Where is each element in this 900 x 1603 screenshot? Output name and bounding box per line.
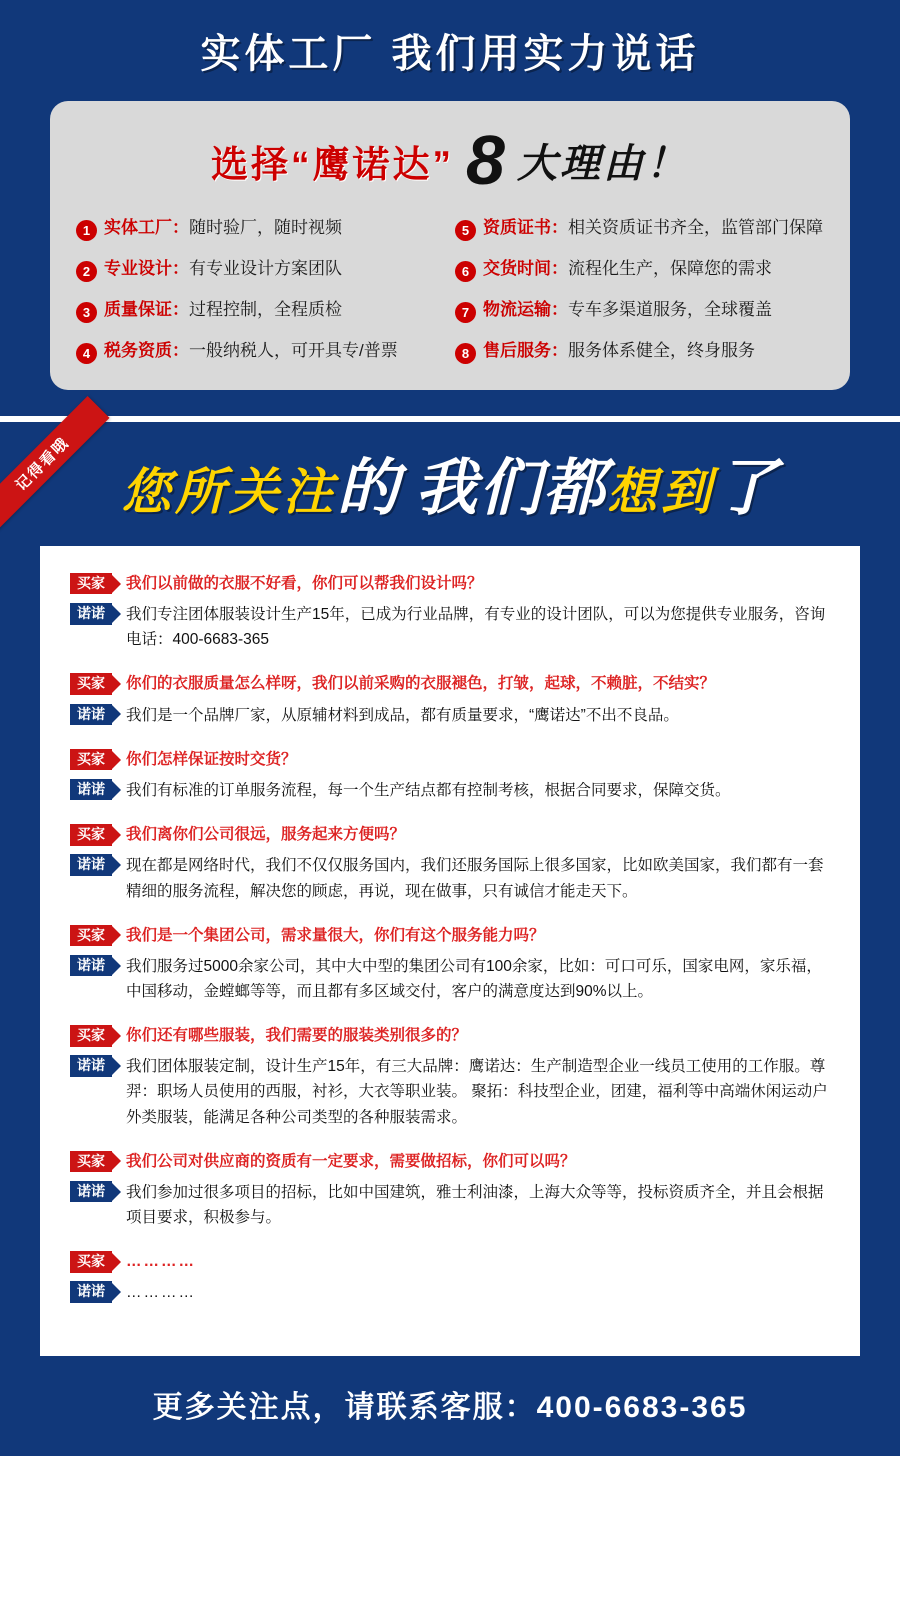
faq-section	[0, 416, 900, 1456]
question-text: 你们怎样保证按时交货？	[126, 750, 297, 768]
question-row	[70, 748, 830, 771]
reason-number-badge: 2	[76, 261, 97, 282]
reason-title: 质量保证	[104, 300, 172, 319]
answer-row	[70, 1280, 830, 1305]
reason-item	[455, 259, 824, 282]
reason-number-badge: 6	[455, 261, 476, 282]
heading-red-text: 选择“鹰诺达”	[211, 143, 455, 185]
buyer-tag: 买家	[70, 1151, 112, 1172]
reason-number-badge: 7	[455, 302, 476, 323]
question-text: 你们还有哪些服装，我们需要的服装类别很多的？	[126, 1027, 468, 1045]
question-row	[70, 1024, 830, 1047]
answer-text: 我们参加过很多项目的招标，比如中国建筑，雅士利油漆，上海大众等等，投标资质齐全，并且会根据项目要求，积极参与。	[126, 1183, 824, 1227]
reason-text: 相关资质证书齐全，监管部门保障	[568, 218, 823, 237]
reason-text: 服务体系健全，终身服务	[568, 341, 755, 360]
answer-tag: 诺诺	[70, 1281, 112, 1302]
buyer-tag: 买家	[70, 673, 112, 694]
reason-item	[76, 259, 445, 282]
answer-tag: 诺诺	[70, 779, 112, 800]
faq-title-part5: 了	[715, 454, 780, 523]
heading-number: 8	[466, 121, 505, 199]
answer-row	[70, 1054, 830, 1129]
question-row	[70, 924, 830, 947]
reason-number-badge: 5	[455, 220, 476, 241]
answer-tag: 诺诺	[70, 955, 112, 976]
reason-number-badge: 3	[76, 302, 97, 323]
answer-text: 我们是一个品牌厂家，从原辅材料到成品，都有质量要求，“鹰诺达”不出不良品。	[126, 706, 679, 724]
question-text: 我们以前做的衣服不好看，你们可以帮我们设计吗？	[126, 575, 483, 592]
reason-title: 专业设计	[104, 259, 172, 278]
heading-black-text: 大理由！	[516, 142, 689, 186]
reason-text: 随时验厂，随时视频	[189, 218, 342, 237]
reason-separator: ：	[172, 341, 189, 360]
faq-title-part3: 我们都	[414, 454, 607, 523]
buyer-tag: 买家	[70, 749, 112, 770]
qa-block	[70, 748, 830, 803]
answer-row	[70, 1180, 830, 1230]
reason-item	[76, 218, 445, 241]
buyer-tag: 买家	[70, 824, 112, 845]
reason-separator: ：	[172, 259, 189, 278]
qa-block	[70, 672, 830, 727]
question-row	[70, 672, 830, 695]
reason-separator: ：	[551, 341, 568, 360]
answer-row	[70, 853, 830, 903]
reason-separator: ：	[551, 218, 568, 237]
answer-text: 我们专注团体服装设计生产15年，已成为行业品牌，有专业的设计团队，可以为您提供专业服务，咨询电话：400-6683-365	[126, 606, 826, 649]
reason-title: 实体工厂	[104, 218, 172, 237]
reason-separator: ：	[172, 218, 189, 237]
reason-number-badge: 4	[76, 343, 97, 364]
question-text: 你们的衣服质量怎么样呀，我们以前采购的衣服褪色，打皱，起球，不赖脏，不结实？	[126, 675, 716, 693]
answer-row	[70, 778, 830, 803]
footer-contact-bar	[0, 1356, 900, 1456]
reason-text: 有专业设计方案团队	[189, 259, 342, 278]
reason-item	[455, 341, 824, 364]
question-row	[70, 572, 830, 595]
answer-text: 现在都是网络时代，我们不仅仅服务国内，我们还服务国际上很多国家，比如欧美国家，我们都有一套精细的服务流程，解决您的顾虑，再说，现在做事，只有诚信才能走天下。	[126, 857, 824, 900]
qa-block	[70, 1250, 830, 1305]
question-text: …………	[126, 1253, 196, 1271]
question-text: 我们离你们公司很远，服务起来方便吗？	[126, 826, 406, 844]
reason-separator: ：	[551, 300, 568, 319]
reasons-grid	[76, 218, 824, 364]
faq-title-part4: 想到	[607, 464, 715, 520]
qa-block	[70, 572, 830, 652]
answer-tag: 诺诺	[70, 704, 112, 725]
reason-item	[76, 300, 445, 323]
answer-tag: 诺诺	[70, 854, 112, 875]
answer-text: 我们服务过5000余家公司，其中大中型的集团公司有100余家，比如：可口可乐，国家电网，家乐福，中国移动，金螳螂等等，而且都有多区域交付，客户的满意度达到90%以上。	[126, 957, 822, 1001]
reasons-section	[0, 0, 900, 416]
reason-title: 资质证书	[483, 218, 551, 237]
faq-title	[0, 422, 900, 546]
qa-block	[70, 1150, 830, 1230]
answer-text: 我们有标准的订单服务流程，每一个生产结点都有控制考核，根据合同要求，保障交货。	[126, 782, 731, 800]
faq-title-part2: 的	[336, 454, 401, 523]
footer-contact-text: 更多关注点，请联系客服：400-6683-365	[152, 1390, 748, 1424]
buyer-tag: 买家	[70, 925, 112, 946]
buyer-tag: 买家	[70, 573, 112, 594]
answer-tag: 诺诺	[70, 1181, 112, 1202]
reason-number-badge: 1	[76, 220, 97, 241]
answer-row	[70, 954, 830, 1004]
qa-block	[70, 924, 830, 1004]
reason-separator: ：	[551, 259, 568, 278]
question-row	[70, 1250, 830, 1273]
faq-title-part1: 您所关注	[120, 464, 337, 520]
reason-text: 专车多渠道服务，全球覆盖	[568, 300, 772, 319]
reason-text: 流程化生产，保障您的需求	[568, 259, 772, 278]
reason-text: 一般纳税人，可开具专/普票	[189, 341, 398, 360]
reason-title: 税务资质	[104, 341, 172, 360]
faq-card	[40, 546, 860, 1356]
corner-ribbon: 记得看哦	[0, 396, 110, 531]
reason-text: 过程控制，全程质检	[189, 300, 342, 319]
reason-title: 售后服务	[483, 341, 551, 360]
reason-separator: ：	[172, 300, 189, 319]
buyer-tag: 买家	[70, 1025, 112, 1046]
answer-text: …………	[126, 1284, 196, 1302]
reason-item	[455, 218, 824, 241]
answer-tag: 诺诺	[70, 1055, 112, 1076]
answer-row	[70, 703, 830, 728]
answer-tag: 诺诺	[70, 603, 112, 624]
answer-row	[70, 602, 830, 652]
reason-item	[455, 300, 824, 323]
reasons-heading	[76, 121, 824, 199]
question-row	[70, 1150, 830, 1173]
question-row	[70, 823, 830, 846]
qa-block	[70, 823, 830, 903]
question-text: 我们公司对供应商的资质有一定要求，需要做招标，你们可以吗？	[126, 1152, 576, 1170]
question-text: 我们是一个集团公司，需求量很大，你们有这个服务能力吗？	[126, 926, 545, 944]
reason-item	[76, 341, 445, 364]
banner-title: 实体工厂 我们用实力说话	[200, 32, 700, 76]
reason-title: 物流运输	[483, 300, 551, 319]
qa-block	[70, 1024, 830, 1130]
reason-number-badge: 8	[455, 343, 476, 364]
answer-text: 我们团体服装定制，设计生产15年，有三大品牌：鹰诺达：生产制造型企业一线员工使用的工作服。尊羿：职场人员使用的西服，衬衫，大衣等职业装。 聚拓：科技型企业，团建，福利等中高端休闲运动户外类服装，能满足各种公司类型的各种服装需求。	[126, 1058, 828, 1126]
reasons-card	[50, 101, 850, 390]
reason-title: 交货时间	[483, 259, 551, 278]
buyer-tag: 买家	[70, 1251, 112, 1272]
